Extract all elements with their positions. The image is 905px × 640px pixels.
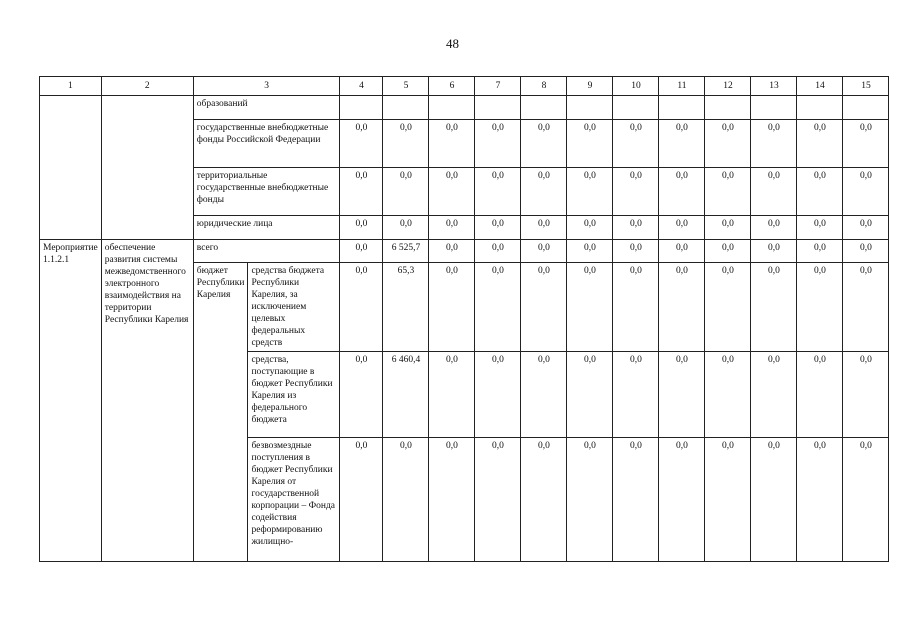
measure-code: Мероприятие 1.1.2.1 bbox=[40, 240, 102, 562]
value-cell: 0,0 bbox=[797, 120, 843, 168]
value-cell: 0,0 bbox=[797, 168, 843, 216]
value-cell: 0,0 bbox=[797, 352, 843, 438]
value-cell: 0,0 bbox=[705, 168, 751, 216]
value-cell: 0,0 bbox=[751, 263, 797, 352]
header-cell: 10 bbox=[613, 77, 659, 96]
header-cell: 8 bbox=[521, 77, 567, 96]
value-cell: 0,0 bbox=[475, 216, 521, 240]
value-cell: 0,0 bbox=[521, 263, 567, 352]
value-cell: 0,0 bbox=[340, 216, 383, 240]
value-cell: 0,0 bbox=[521, 120, 567, 168]
header-cell: 4 bbox=[340, 77, 383, 96]
budget-group-label: бюджет Республики Карелия bbox=[193, 263, 248, 562]
source-label: средства, поступающие в бюджет Республики Карелия из федерального бюджета bbox=[248, 352, 340, 438]
empty-cell bbox=[40, 96, 102, 240]
source-label: всего bbox=[193, 240, 340, 263]
value-cell: 0,0 bbox=[705, 438, 751, 562]
value-cell: 0,0 bbox=[659, 168, 705, 216]
value-cell: 0,0 bbox=[613, 216, 659, 240]
header-cell: 13 bbox=[751, 77, 797, 96]
value-cell: 0,0 bbox=[429, 352, 475, 438]
value-cell: 0,0 bbox=[613, 263, 659, 352]
value-cell: 0,0 bbox=[475, 240, 521, 263]
value-cell: 0,0 bbox=[475, 168, 521, 216]
value-cell: 0,0 bbox=[429, 120, 475, 168]
header-cell: 2 bbox=[101, 77, 193, 96]
value-cell: 0,0 bbox=[383, 120, 429, 168]
header-cell: 14 bbox=[797, 77, 843, 96]
value-cell: 0,0 bbox=[751, 438, 797, 562]
value-cell: 0,0 bbox=[797, 438, 843, 562]
header-cell: 5 bbox=[383, 77, 429, 96]
value-cell: 6 460,4 bbox=[383, 352, 429, 438]
value-cell: 0,0 bbox=[567, 168, 613, 216]
value-cell: 0,0 bbox=[429, 168, 475, 216]
value-cell: 0,0 bbox=[843, 352, 889, 438]
source-label: юридические лица bbox=[193, 216, 340, 240]
value-cell: 0,0 bbox=[751, 120, 797, 168]
value-cell: 0,0 bbox=[705, 240, 751, 263]
value-cell: 0,0 bbox=[613, 120, 659, 168]
value-cell: 0,0 bbox=[340, 438, 383, 562]
value-cell: 0,0 bbox=[340, 263, 383, 352]
value-cell: 0,0 bbox=[475, 263, 521, 352]
empty-cell bbox=[101, 96, 193, 240]
value-cell: 0,0 bbox=[567, 438, 613, 562]
value-cell: 0,0 bbox=[383, 438, 429, 562]
value-cell: 0,0 bbox=[567, 352, 613, 438]
value-cell: 0,0 bbox=[797, 216, 843, 240]
header-row bbox=[40, 77, 889, 96]
value-cell: 0,0 bbox=[521, 168, 567, 216]
header-cell: 11 bbox=[659, 77, 705, 96]
source-label: государственные внебюджетные фонды Российской Федерации bbox=[193, 120, 340, 168]
value-cell: 0,0 bbox=[659, 263, 705, 352]
header-cell: 9 bbox=[567, 77, 613, 96]
value-cell: 0,0 bbox=[843, 438, 889, 562]
table-row bbox=[40, 96, 889, 120]
value-cell: 0,0 bbox=[843, 168, 889, 216]
table-row bbox=[40, 240, 889, 263]
source-label: средства бюджета Республики Карелия, за исключением целевых федеральных средств bbox=[248, 263, 340, 352]
value-cell: 0,0 bbox=[613, 168, 659, 216]
value-cell: 0,0 bbox=[521, 240, 567, 263]
value-cell: 6 525,7 bbox=[383, 240, 429, 263]
value-cell: 0,0 bbox=[567, 216, 613, 240]
budget-table bbox=[39, 76, 889, 562]
header-cell: 1 bbox=[40, 77, 102, 96]
value-cell: 0,0 bbox=[383, 216, 429, 240]
value-cell: 0,0 bbox=[340, 240, 383, 263]
value-cell: 0,0 bbox=[705, 352, 751, 438]
value-cell: 0,0 bbox=[797, 263, 843, 352]
page-number: 48 bbox=[446, 36, 459, 51]
value-cell: 0,0 bbox=[521, 216, 567, 240]
value-cell: 0,0 bbox=[567, 120, 613, 168]
measure-name: обеспечение развития системы межведомственного электронного взаимодействия на территории Республики Карелия bbox=[101, 240, 193, 562]
source-label: безвозмездные поступления в бюджет Республики Карелия от государственной корпорации – Фонда содействия реформированию жилищно- bbox=[248, 438, 340, 562]
value-cell: 0,0 bbox=[340, 120, 383, 168]
value-cell: 0,0 bbox=[475, 438, 521, 562]
value-cell: 65,3 bbox=[383, 263, 429, 352]
value-cell: 0,0 bbox=[613, 438, 659, 562]
value-cell: 0,0 bbox=[705, 216, 751, 240]
value-cell: 0,0 bbox=[521, 352, 567, 438]
value-cell: 0,0 bbox=[429, 438, 475, 562]
value-cell: 0,0 bbox=[613, 240, 659, 263]
value-cell: 0,0 bbox=[751, 352, 797, 438]
value-cell: 0,0 bbox=[659, 216, 705, 240]
value-cell: 0,0 bbox=[340, 168, 383, 216]
value-cell: 0,0 bbox=[429, 263, 475, 352]
value-cell: 0,0 bbox=[340, 352, 383, 438]
value-cell: 0,0 bbox=[475, 120, 521, 168]
value-cell: 0,0 bbox=[659, 438, 705, 562]
header-cell: 3 bbox=[193, 77, 340, 96]
value-cell: 0,0 bbox=[521, 438, 567, 562]
value-cell: 0,0 bbox=[751, 240, 797, 263]
value-cell: 0,0 bbox=[751, 216, 797, 240]
value-cell: 0,0 bbox=[429, 240, 475, 263]
value-cell: 0,0 bbox=[751, 168, 797, 216]
value-cell: 0,0 bbox=[843, 120, 889, 168]
value-cell: 0,0 bbox=[383, 168, 429, 216]
value-cell: 0,0 bbox=[659, 240, 705, 263]
value-cell: 0,0 bbox=[843, 263, 889, 352]
value-cell: 0,0 bbox=[705, 263, 751, 352]
value-cell: 0,0 bbox=[613, 352, 659, 438]
header-cell: 15 bbox=[843, 77, 889, 96]
value-cell: 0,0 bbox=[429, 216, 475, 240]
header-cell: 6 bbox=[429, 77, 475, 96]
value-cell: 0,0 bbox=[659, 120, 705, 168]
source-label: территориальные государственные внебюджетные фонды bbox=[193, 168, 340, 216]
source-label: образований bbox=[193, 96, 340, 120]
header-cell: 12 bbox=[705, 77, 751, 96]
value-cell: 0,0 bbox=[567, 263, 613, 352]
value-cell: 0,0 bbox=[843, 216, 889, 240]
value-cell: 0,0 bbox=[843, 240, 889, 263]
value-cell: 0,0 bbox=[659, 352, 705, 438]
value-cell: 0,0 bbox=[705, 120, 751, 168]
value-cell: 0,0 bbox=[797, 240, 843, 263]
header-cell: 7 bbox=[475, 77, 521, 96]
value-cell: 0,0 bbox=[567, 240, 613, 263]
value-cell: 0,0 bbox=[475, 352, 521, 438]
